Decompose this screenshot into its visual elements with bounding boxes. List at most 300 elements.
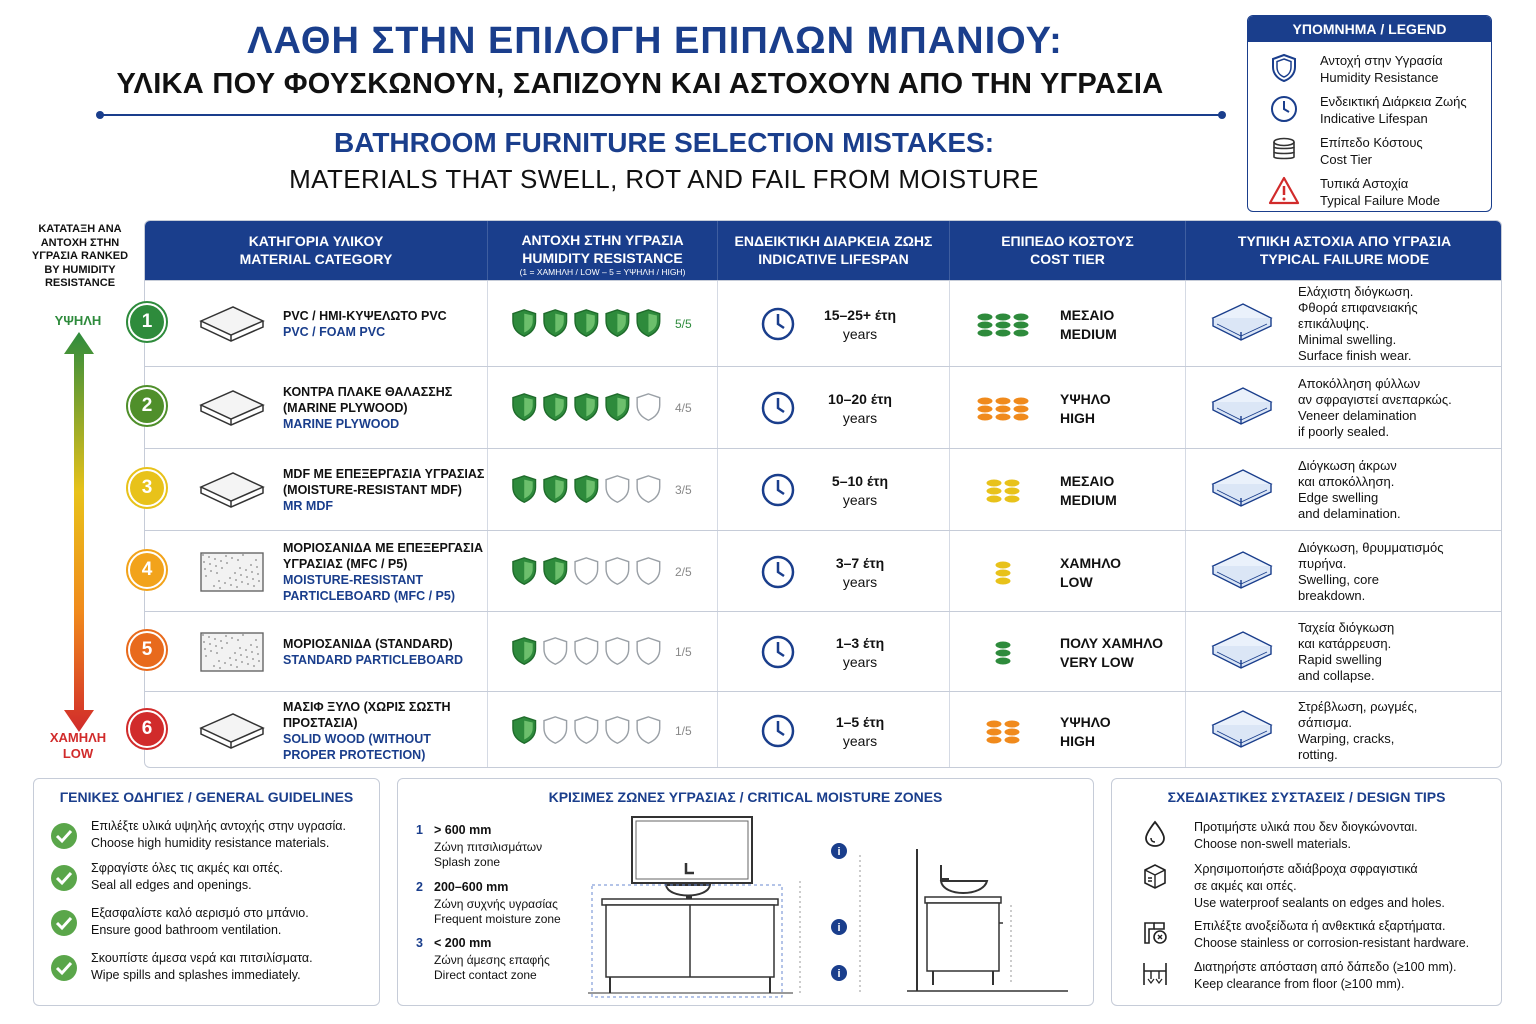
zone-gr: Ζώνη πιτσιλισμάτων bbox=[434, 840, 543, 854]
column-divider bbox=[949, 612, 950, 691]
ranking-low-label-gr: ΧΑΜΗΛΗ bbox=[49, 730, 107, 745]
failure-description: και κατάρρευση. bbox=[1298, 636, 1392, 651]
lifespan-unit: years bbox=[842, 492, 878, 508]
vanity-front-elevation bbox=[588, 815, 878, 1001]
material-sample bbox=[197, 706, 267, 756]
material-name-gr: ΜΟΡΙΟΣΑΝΙΔΑ ΜΕ ΕΠΕΞΕΡΓΑΣΙΑ bbox=[283, 540, 484, 555]
clock-icon bbox=[760, 390, 796, 426]
column-divider bbox=[717, 692, 718, 768]
cost-tier-en: HIGH bbox=[1060, 410, 1095, 426]
lifespan-clock bbox=[760, 554, 796, 590]
humidity-score: 1/5 bbox=[675, 724, 692, 738]
lifespan-clock bbox=[760, 306, 796, 342]
failure-description: Swelling, core bbox=[1298, 571, 1379, 587]
design-tips-title: ΣΧΕΔΙΑΣΤΙΚΕΣ ΣΥΣΤΑΣΕΙΣ / DESIGN TIPS bbox=[1167, 789, 1446, 805]
zone-gr: Ζώνη άμεσης επαφής bbox=[434, 953, 550, 967]
coins-icon bbox=[975, 714, 1031, 748]
column-divider bbox=[717, 281, 718, 366]
clock-icon bbox=[1268, 93, 1300, 125]
failure-description: Rapid swelling bbox=[1298, 652, 1382, 667]
cost-tier-en: LOW bbox=[1060, 573, 1093, 590]
material-sample bbox=[197, 299, 267, 349]
failure-description: αν σφραγιστεί ανεπαρκώς. bbox=[1298, 392, 1452, 407]
design-tip-line: Keep clearance from floor (≥100 mm). bbox=[1194, 977, 1405, 991]
shield-filled-icon bbox=[544, 557, 567, 583]
check-icon bbox=[50, 909, 78, 937]
particleboard-sample-icon bbox=[197, 627, 267, 677]
failure-description: Warping, cracks, bbox=[1298, 731, 1395, 746]
shield-filled-icon bbox=[637, 310, 660, 336]
cost-coins bbox=[975, 714, 1031, 748]
cost-tier-en: MEDIUM bbox=[1060, 326, 1117, 342]
cost-coins bbox=[975, 473, 1031, 507]
failure-illustration-icon bbox=[1207, 701, 1277, 761]
shield-filled-icon bbox=[575, 476, 598, 502]
humidity-score: 4/5 bbox=[675, 401, 692, 415]
legend-label-en: Typical Failure Mode bbox=[1320, 193, 1440, 208]
shield-empty-icon bbox=[575, 717, 598, 743]
humidity-score: 1/5 bbox=[675, 645, 692, 659]
material-name-gr: ΚΟΝΤΡΑ ΠΛΑΚΕ ΘΑΛΑΣΣΗΣ bbox=[283, 385, 453, 399]
title-english-line-1: BATHROOM FURNITURE SELECTION MISTAKES: bbox=[333, 127, 995, 158]
clock-icon bbox=[760, 713, 796, 749]
column-divider bbox=[487, 612, 488, 691]
warning-icon bbox=[1268, 175, 1300, 207]
particleboard-sample-icon bbox=[197, 547, 267, 597]
design-tip-text bbox=[1194, 918, 1469, 952]
failure-description: rotting. bbox=[1298, 747, 1338, 762]
material-name-en: MR MDF bbox=[283, 499, 333, 513]
failure-illustration-icon bbox=[1207, 542, 1277, 602]
coins-icon bbox=[975, 635, 1031, 669]
guideline-item bbox=[50, 951, 380, 991]
lifespan-value: 5–10 έτη bbox=[831, 473, 889, 489]
failure-description: Διόγκωση άκρων bbox=[1298, 458, 1397, 473]
failure-illustration bbox=[1207, 294, 1277, 354]
column-divider bbox=[487, 531, 488, 611]
failure-illustration-icon bbox=[1207, 378, 1277, 438]
material-name-en: MOISTURE-RESISTANT bbox=[283, 572, 424, 587]
guideline-gr: Επιλέξτε υλικά υψηλής αντοχής στην υγρασία. bbox=[91, 819, 347, 833]
shield-empty-icon bbox=[637, 394, 660, 420]
material-name-gr: (MOISTURE-RESISTANT MDF) bbox=[283, 483, 462, 497]
legend-label-gr: Επίπεδο Κόστους bbox=[1320, 135, 1423, 150]
design-tip-line: Χρησιμοποιήστε αδιάβροχα σφραγιστικά bbox=[1194, 862, 1418, 876]
legend-item-humidity bbox=[1248, 46, 1492, 86]
legend-label-gr: Τυπικά Αστοχία bbox=[1320, 176, 1409, 191]
clock-icon bbox=[760, 634, 796, 670]
rank-badge: 5 bbox=[130, 633, 164, 667]
header-humidity-scale: (1 = ΧΑΜΗΛΗ / LOW – 5 = ΥΨΗΛΗ / HIGH) bbox=[519, 267, 686, 277]
failure-description: Surface finish wear. bbox=[1298, 348, 1412, 363]
shield-filled-icon bbox=[575, 310, 598, 336]
design-tip-text bbox=[1194, 959, 1457, 993]
humidity-rating bbox=[512, 636, 672, 668]
lifespan-unit: years bbox=[842, 654, 878, 670]
failure-description: if poorly sealed. bbox=[1298, 424, 1390, 439]
design-tip-line: Use waterproof sealants on edges and holes. bbox=[1194, 896, 1445, 910]
vanity-side-section bbox=[903, 845, 1073, 1001]
column-divider bbox=[717, 612, 718, 691]
guidelines-panel bbox=[33, 778, 380, 1006]
header-failure bbox=[1185, 221, 1502, 280]
header-material-gr: ΚΑΤΗΓΟΡΙΑ ΥΛΙΚΟΥ bbox=[248, 233, 384, 249]
zone-range: 200–600 mm bbox=[434, 880, 509, 894]
material-sample bbox=[197, 465, 267, 515]
failure-illustration bbox=[1207, 542, 1277, 602]
clock-icon bbox=[760, 554, 796, 590]
table-row bbox=[145, 530, 1502, 611]
rank-badge: 2 bbox=[130, 389, 164, 423]
header-humidity bbox=[487, 221, 717, 280]
title-greek-line-2: ΥΛΙΚΑ ΠΟΥ ΦΟΥΣΚΩΝΟΥΝ, ΣΑΠΙΖΟΥΝ ΚΑΙ ΑΣΤΟΧΟΥΝ ΑΠΟ ΤΗΝ ΥΓΡΑΣΙΑ bbox=[116, 68, 1164, 100]
shield-empty-icon bbox=[575, 557, 598, 583]
design-tip-line: Επιλέξτε ανοξείδωτα ή ανθεκτικά εξαρτήματα. bbox=[1194, 919, 1446, 933]
column-divider bbox=[717, 449, 718, 530]
cost-tier-en: HIGH bbox=[1060, 733, 1095, 749]
humidity-shields bbox=[512, 556, 672, 586]
board-sample-icon bbox=[197, 299, 267, 349]
zone-number: 1 bbox=[416, 823, 423, 837]
check-icon bbox=[50, 954, 78, 982]
column-divider bbox=[487, 367, 488, 448]
design-tip-line: σε ακμές και οπές. bbox=[1194, 879, 1297, 893]
failure-illustration-icon bbox=[1207, 294, 1277, 354]
humidity-shields bbox=[512, 474, 672, 504]
column-divider bbox=[1185, 531, 1186, 611]
clock-icon bbox=[760, 306, 796, 342]
material-name-gr: ΜΟΡΙΟΣΑΝΙΔΑ (STANDARD) bbox=[283, 637, 453, 651]
material-sample bbox=[197, 547, 267, 597]
material-name-gr: ΜΑΣΙΦ ΞΥΛΟ (ΧΩΡΙΣ ΣΩΣΤΗ bbox=[283, 700, 451, 714]
board-sample-icon bbox=[197, 465, 267, 515]
design-tip-text bbox=[1194, 861, 1445, 912]
zone-range: > 600 mm bbox=[434, 823, 492, 837]
failure-description: πυρήνα. bbox=[1298, 555, 1347, 571]
cost-coins bbox=[975, 307, 1031, 341]
failure-description: Φθορά επιφανειακής bbox=[1298, 300, 1418, 315]
shield-empty-icon bbox=[637, 638, 660, 664]
legend-item-failure bbox=[1248, 169, 1492, 209]
failure-description: και αποκόλληση. bbox=[1298, 474, 1395, 489]
moisture-zones-title: ΚΡΙΣΙΜΕΣ ΖΩΝΕΣ ΥΓΡΑΣΙΑΣ / CRITICAL MOISTURE ZONES bbox=[548, 789, 943, 805]
guideline-en: Choose high humidity resistance materials. bbox=[91, 836, 330, 850]
cost-tier-gr: ΧΑΜΗΛΟ bbox=[1060, 554, 1122, 571]
zone-range: < 200 mm bbox=[434, 936, 492, 950]
zone-number: 3 bbox=[416, 936, 423, 950]
table-header bbox=[145, 221, 1502, 280]
legend-item-cost bbox=[1248, 128, 1492, 168]
guideline-item bbox=[50, 819, 380, 859]
lifespan-unit: years bbox=[842, 733, 878, 749]
floor-clearance-icon bbox=[1140, 959, 1170, 989]
cost-tier-gr: ΥΨΗΛΟ bbox=[1060, 391, 1111, 407]
material-name-en: PVC / FOAM PVC bbox=[283, 325, 386, 339]
guidelines-title: ΓΕΝΙΚΕΣ ΟΔΗΓΙΕΣ / GENERAL GUIDELINES bbox=[59, 789, 354, 805]
header-cost-gr: ΕΠΙΠΕΔΟ ΚΟΣΤΟΥΣ bbox=[1001, 233, 1134, 249]
failure-description: Στρέβλωση, ρωγμές, bbox=[1298, 699, 1418, 714]
column-divider bbox=[717, 531, 718, 611]
failure-description: Ελάχιστη διόγκωση. bbox=[1298, 284, 1414, 299]
shield-filled-icon bbox=[513, 638, 536, 664]
svg-text:i: i bbox=[837, 968, 841, 980]
shield-empty-icon bbox=[544, 717, 567, 743]
shield-filled-icon bbox=[513, 310, 536, 336]
failure-description: σάπισμα. bbox=[1298, 715, 1353, 730]
check-icon bbox=[50, 822, 78, 850]
guideline-item bbox=[50, 861, 380, 901]
guideline-gr: Εξασφαλίστε καλό αερισμό στο μπάνιο. bbox=[91, 906, 309, 920]
header-failure-gr: ΤΥΠΙΚΗ ΑΣΤΟΧΙΑ ΑΠΟ ΥΓΡΑΣΙΑ bbox=[1237, 233, 1452, 249]
column-divider bbox=[487, 449, 488, 530]
material-sample bbox=[197, 627, 267, 677]
design-tip-line: Choose non-swell materials. bbox=[1194, 837, 1352, 851]
guideline-gr: Σφραγίστε όλες τις ακμές και οπές. bbox=[91, 861, 283, 875]
humidity-score: 3/5 bbox=[675, 483, 692, 497]
lifespan-clock bbox=[760, 472, 796, 508]
failure-illustration-icon bbox=[1207, 460, 1277, 520]
legend-title: ΥΠΟΜΝΗΜΑ / LEGEND bbox=[1248, 16, 1491, 42]
material-name-en: PARTICLEBOARD (MFC / P5) bbox=[283, 588, 455, 603]
guideline-gr: Σκουπίστε άμεσα νερά και πιτσιλίσματα. bbox=[91, 951, 313, 965]
design-tip-line: Προτιμήστε υλικά που δεν διογκώνονται. bbox=[1194, 820, 1418, 834]
humidity-rating bbox=[512, 392, 672, 424]
column-divider bbox=[1185, 692, 1186, 768]
shield-empty-icon bbox=[637, 557, 660, 583]
material-name-gr: ΥΓΡΑΣΙΑΣ (MFC / P5) bbox=[283, 556, 408, 571]
humidity-shields bbox=[512, 308, 672, 338]
design-tip-text bbox=[1194, 819, 1418, 853]
table-row bbox=[145, 611, 1502, 691]
shield-filled-icon bbox=[513, 476, 536, 502]
table-row bbox=[145, 448, 1502, 530]
legend-label-en: Cost Tier bbox=[1320, 152, 1373, 167]
lifespan-unit: years bbox=[842, 410, 878, 426]
failure-description: Αποκόλληση φύλλων bbox=[1298, 376, 1421, 391]
title-english-line-2: MATERIALS THAT SWELL, ROT AND FAIL FROM MOISTURE bbox=[289, 164, 1039, 194]
column-divider bbox=[949, 531, 950, 611]
legend-box bbox=[1247, 15, 1492, 212]
coins-icon bbox=[975, 391, 1031, 425]
material-name-en: STANDARD PARTICLEBOARD bbox=[283, 653, 464, 667]
header-humidity-en: HUMIDITY RESISTANCE bbox=[522, 250, 683, 266]
cost-tier-en: VERY LOW bbox=[1060, 654, 1134, 670]
lifespan-value: 3–7 έτη bbox=[835, 554, 885, 571]
humidity-rating bbox=[512, 308, 672, 340]
lifespan-unit: years bbox=[842, 326, 878, 342]
coins-icon bbox=[975, 307, 1031, 341]
zone-en: Direct contact zone bbox=[434, 968, 537, 982]
ranking-low-label bbox=[40, 730, 116, 762]
material-name-gr: PVC / ΗΜΙ-ΚΥΨΕΛΩΤΟ PVC bbox=[283, 309, 447, 323]
guideline-en: Ensure good bathroom ventilation. bbox=[91, 923, 282, 937]
shield-empty-icon bbox=[606, 638, 629, 664]
failure-description: Διόγκωση, θρυμματισμός bbox=[1298, 539, 1444, 555]
shield-empty-icon bbox=[637, 717, 660, 743]
failure-illustration bbox=[1207, 378, 1277, 438]
shield-empty-icon bbox=[606, 476, 629, 502]
failure-description: Veneer delamination bbox=[1298, 408, 1417, 423]
header-material-en: MATERIAL CATEGORY bbox=[239, 251, 393, 267]
humidity-rating bbox=[512, 715, 672, 747]
column-divider bbox=[1185, 367, 1186, 448]
check-icon bbox=[50, 864, 78, 892]
material-name-gr: ΠΡΟΣΤΑΣΙΑ) bbox=[283, 716, 358, 730]
humidity-rating bbox=[512, 474, 672, 506]
design-tip-line: Choose stainless or corrosion-resistant hardware. bbox=[1194, 936, 1470, 950]
failure-illustration bbox=[1207, 701, 1277, 761]
cost-tier-en: MEDIUM bbox=[1060, 492, 1117, 508]
design-tip-line: Διατηρήστε απόσταση από δάπεδο (≥100 mm). bbox=[1194, 960, 1457, 974]
cost-coins bbox=[975, 635, 1031, 669]
guideline-en: Wipe spills and splashes immediately. bbox=[91, 968, 301, 982]
header-cost bbox=[949, 221, 1185, 280]
svg-text:i: i bbox=[837, 846, 841, 858]
column-divider bbox=[487, 692, 488, 768]
column-divider bbox=[1185, 612, 1186, 691]
legend-label-en: Indicative Lifespan bbox=[1320, 111, 1428, 126]
legend-item-lifespan bbox=[1248, 87, 1492, 127]
rank-badge: 3 bbox=[130, 471, 164, 505]
title-divider bbox=[100, 114, 1222, 116]
failure-description: and delamination. bbox=[1298, 506, 1401, 521]
rank-badge: 4 bbox=[130, 553, 164, 587]
legend-label-gr: Ενδεικτική Διάρκεια Ζωής bbox=[1320, 94, 1467, 109]
humidity-shields bbox=[512, 636, 672, 666]
cost-tier-gr: ΠΟΛΥ ΧΑΜΗΛΟ bbox=[1060, 635, 1163, 651]
shield-filled-icon bbox=[575, 394, 598, 420]
legend-label-gr: Αντοχή στην Υγρασία bbox=[1320, 53, 1443, 68]
clock-icon bbox=[760, 472, 796, 508]
failure-description: επικάλυψης. bbox=[1298, 316, 1370, 331]
header-material bbox=[145, 221, 487, 280]
failure-illustration-icon bbox=[1207, 622, 1277, 682]
cost-tier-gr: ΥΨΗΛΟ bbox=[1060, 714, 1111, 730]
shield-filled-icon bbox=[544, 476, 567, 502]
material-name-en: PROPER PROTECTION) bbox=[283, 748, 426, 762]
column-divider bbox=[717, 367, 718, 448]
cost-tier-gr: ΜΕΣΑΙΟ bbox=[1060, 473, 1115, 489]
humidity-score: 5/5 bbox=[675, 317, 692, 331]
ranking-gradient-arrow bbox=[62, 332, 96, 732]
material-name-en: SOLID WOOD (WITHOUT bbox=[283, 732, 431, 746]
lifespan-value: 15–25+ έτη bbox=[823, 307, 897, 323]
failure-description: Minimal swelling. bbox=[1298, 332, 1397, 347]
table-row bbox=[145, 691, 1502, 768]
shield-empty-icon bbox=[575, 638, 598, 664]
shield-filled-icon bbox=[513, 394, 536, 420]
shield-filled-icon bbox=[544, 310, 567, 336]
header-lifespan-en: INDICATIVE LIFESPAN bbox=[758, 251, 909, 267]
shield-filled-icon bbox=[513, 557, 536, 583]
svg-text:i: i bbox=[837, 922, 841, 934]
header-lifespan bbox=[717, 221, 949, 280]
zone-en: Splash zone bbox=[434, 855, 501, 869]
ranking-axis-title: ΚΑΤΑΤΑΞΗ ΑΝΑ ΑΝΤΟΧΗ ΣΤΗΝ ΥΓΡΑΣΙΑ RANKED BY HUMIDITY RESISTANCE bbox=[31, 223, 129, 289]
water-drop-icon bbox=[1140, 819, 1170, 849]
coins-icon bbox=[975, 473, 1031, 507]
rank-badge: 6 bbox=[130, 712, 164, 746]
shield-filled-icon bbox=[606, 394, 629, 420]
coins-icon bbox=[1268, 134, 1300, 166]
lifespan-clock bbox=[760, 713, 796, 749]
material-sample bbox=[197, 383, 267, 433]
lifespan-clock bbox=[760, 634, 796, 670]
column-divider bbox=[1185, 281, 1186, 366]
board-sample-icon bbox=[197, 383, 267, 433]
column-divider bbox=[949, 367, 950, 448]
table-row bbox=[145, 280, 1502, 366]
material-name-en: MARINE PLYWOOD bbox=[283, 417, 400, 431]
lifespan-value: 10–20 έτη bbox=[828, 391, 892, 407]
lifespan-unit: years bbox=[842, 573, 878, 590]
shield-filled-icon bbox=[544, 394, 567, 420]
ranking-low-label-en: LOW bbox=[62, 746, 94, 761]
column-divider bbox=[1185, 449, 1186, 530]
rank-badge: 1 bbox=[130, 305, 164, 339]
failure-illustration bbox=[1207, 622, 1277, 682]
shield-empty-icon bbox=[544, 638, 567, 664]
zone-number: 2 bbox=[416, 880, 423, 894]
header-lifespan-gr: ΕΝΔΕΙΚΤΙΚΗ ΔΙΑΡΚΕΙΑ ΖΩΗΣ bbox=[734, 233, 933, 249]
header-failure-en: TYPICAL FAILURE MODE bbox=[1259, 251, 1430, 267]
cost-tier-gr: ΜΕΣΑΙΟ bbox=[1060, 307, 1115, 323]
design-tips-panel bbox=[1111, 778, 1502, 1006]
failure-description: breakdown. bbox=[1298, 587, 1366, 603]
guideline-item bbox=[50, 906, 380, 946]
title-greek-line-1: ΛΑΘΗ ΣΤΗΝ ΕΠΙΛΟΓΗ ΕΠΙΠΛΩΝ ΜΠΑΝΙΟΥ: bbox=[247, 20, 1063, 62]
hardware-icon bbox=[1140, 918, 1170, 948]
shield-filled-icon bbox=[606, 310, 629, 336]
failure-description: Ταχεία διόγκωση bbox=[1298, 620, 1395, 635]
ranking-high-label: ΥΨΗΛΗ bbox=[54, 313, 102, 328]
cost-coins bbox=[975, 391, 1031, 425]
sealant-icon bbox=[1140, 861, 1170, 891]
zone-gr: Ζώνη συχνής υγρασίας bbox=[434, 897, 558, 911]
shield-empty-icon bbox=[606, 717, 629, 743]
material-name-gr: MDF ΜΕ ΕΠΕΞΕΡΓΑΣΙΑ ΥΓΡΑΣΙΑΣ bbox=[283, 467, 485, 481]
failure-description: and collapse. bbox=[1298, 668, 1375, 683]
shield-empty-icon bbox=[606, 557, 629, 583]
shield-filled-icon bbox=[513, 717, 536, 743]
failure-illustration bbox=[1207, 460, 1277, 520]
guideline-en: Seal all edges and openings. bbox=[91, 878, 252, 892]
humidity-shields bbox=[512, 392, 672, 422]
column-divider bbox=[487, 281, 488, 366]
shield-icon bbox=[1268, 52, 1300, 84]
coins-icon bbox=[975, 555, 1031, 589]
column-divider bbox=[949, 281, 950, 366]
moisture-zones-panel bbox=[397, 778, 1094, 1006]
lifespan-clock bbox=[760, 390, 796, 426]
humidity-score: 2/5 bbox=[675, 564, 692, 579]
column-divider bbox=[949, 692, 950, 768]
zone-en: Frequent moisture zone bbox=[434, 912, 561, 926]
legend-label-en: Humidity Resistance bbox=[1320, 70, 1439, 85]
humidity-rating bbox=[512, 556, 672, 588]
lifespan-value: 1–3 έτη bbox=[835, 635, 885, 651]
board-sample-icon bbox=[197, 706, 267, 756]
material-name-gr: (MARINE PLYWOOD) bbox=[283, 401, 408, 415]
header-cost-en: COST TIER bbox=[1030, 251, 1105, 267]
shield-empty-icon bbox=[637, 476, 660, 502]
header-humidity-gr: ΑΝΤΟΧΗ ΣΤΗΝ ΥΓΡΑΣΙΑ bbox=[521, 232, 684, 248]
column-divider bbox=[949, 449, 950, 530]
lifespan-value: 1–5 έτη bbox=[835, 714, 885, 730]
failure-description: Edge swelling bbox=[1298, 490, 1379, 505]
cost-coins bbox=[975, 555, 1031, 589]
materials-table bbox=[144, 220, 1502, 768]
